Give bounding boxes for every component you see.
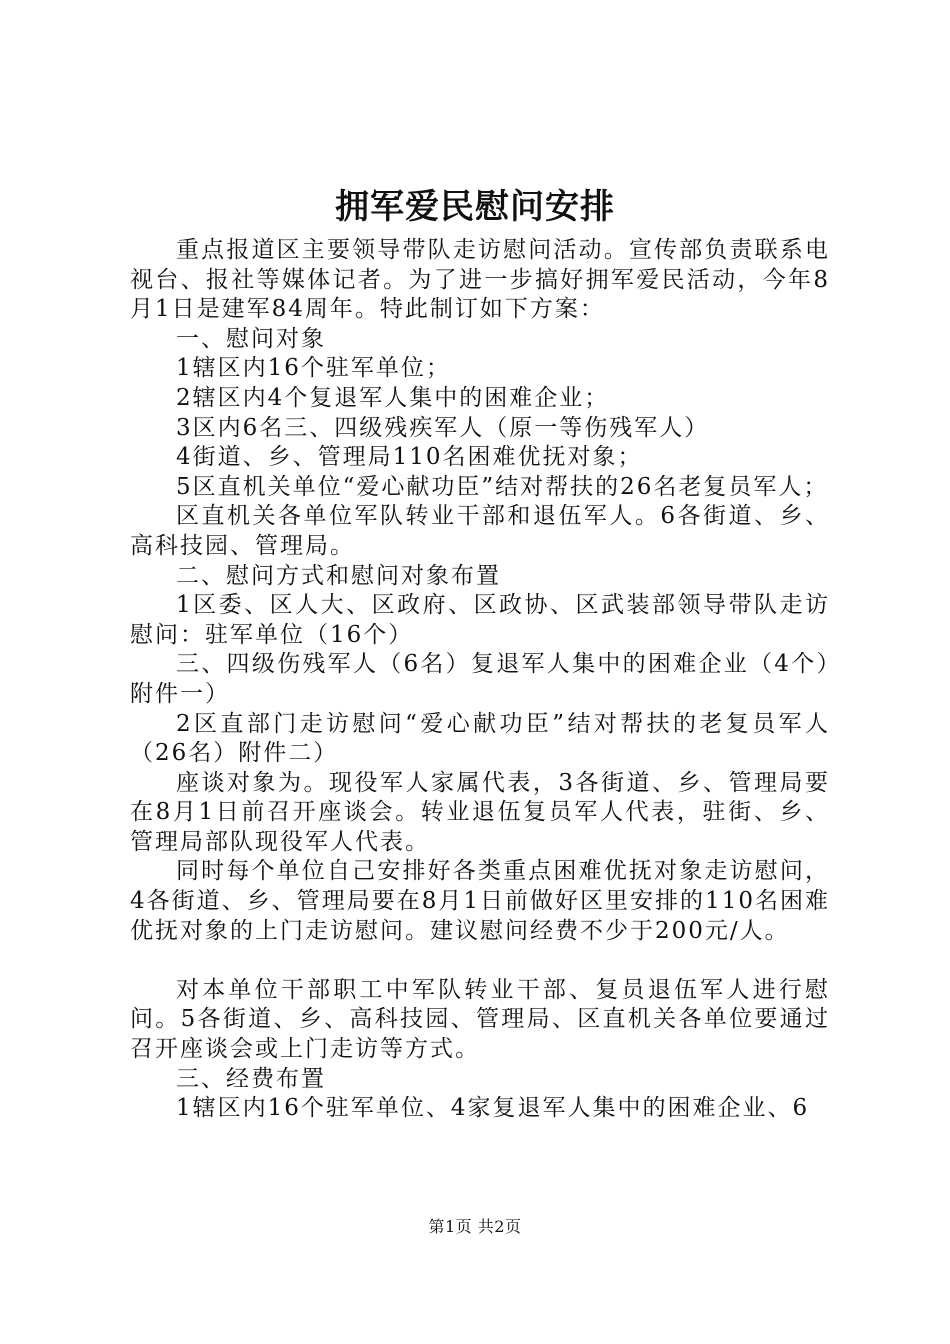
list-item: 1辖区内16个驻军单位；: [176, 355, 451, 382]
list-item: 5区直机关单位“爱心献功臣”结对帮扶的26名老复员军人；: [176, 473, 829, 500]
list-item: 1区委、区人大、区政府、区政协、区武装部领导带队走访慰问：驻军单位（16个）: [130, 592, 830, 648]
blank-line-spacer: [130, 946, 830, 976]
document-title: 拥军爱民慰问安排: [335, 187, 615, 227]
paragraph-intro: 重点报道区主要领导带队走访慰问活动。宣传部负责联系电视台、报社等媒体记者。为了进一步搞好拥军爱民活动，今年8月1日是建军84周年。特此制订如下方案：: [130, 237, 830, 323]
section-heading-3: 三、经费布置: [176, 1065, 326, 1092]
page-number-footer: 第1页 共2页: [428, 1217, 522, 1236]
list-item: 1辖区内16个驻军单位、4家复退军人集中的困难企业、6: [176, 1095, 810, 1122]
section-heading-2: 二、慰问方式和慰问对象布置: [176, 562, 501, 589]
paragraph: 座谈对象为。现役军人家属代表，3各街道、乡、管理局要在8月1日前召开座谈会。转业退伍复员军人代表，驻街、乡、管理局部队现役军人代表。: [130, 769, 830, 855]
list-item: 2辖区内4个复退军人集中的困难企业；: [176, 384, 610, 411]
document-body: [130, 236, 830, 1124]
list-item: 2区直部门走访慰问“爱心献功臣”结对帮扶的老复员军人（26名）附件二）: [130, 710, 830, 767]
paragraph: 对本单位干部职工中军队转业干部、复员退伍军人进行慰问。5各街道、乡、高科技园、管理局、区直机关各单位要通过召开座谈会或上门走访等方式。: [130, 976, 830, 1063]
list-item: 4街道、乡、管理局110名困难优抚对象；: [176, 444, 643, 471]
section-heading-1: 一、慰问对象: [176, 325, 326, 352]
paragraph: 区直机关各单位军队转业干部和退伍军人。6各街道、乡、高科技园、管理局。: [130, 503, 830, 559]
paragraph: 同时每个单位自己安排好各类重点困难优抚对象走访慰问，4各街道、乡、管理局要在8月1日前做好区里安排的110名困难优抚对象的上门走访慰问。建议慰问经费不少于200元/人。: [130, 858, 830, 944]
list-item: 3区内6名三、四级残疾军人（原一等伤残军人）: [176, 414, 710, 441]
paragraph: 三、四级伤残军人（6名）复退军人集中的困难企业（4个）附件一）: [130, 651, 830, 707]
